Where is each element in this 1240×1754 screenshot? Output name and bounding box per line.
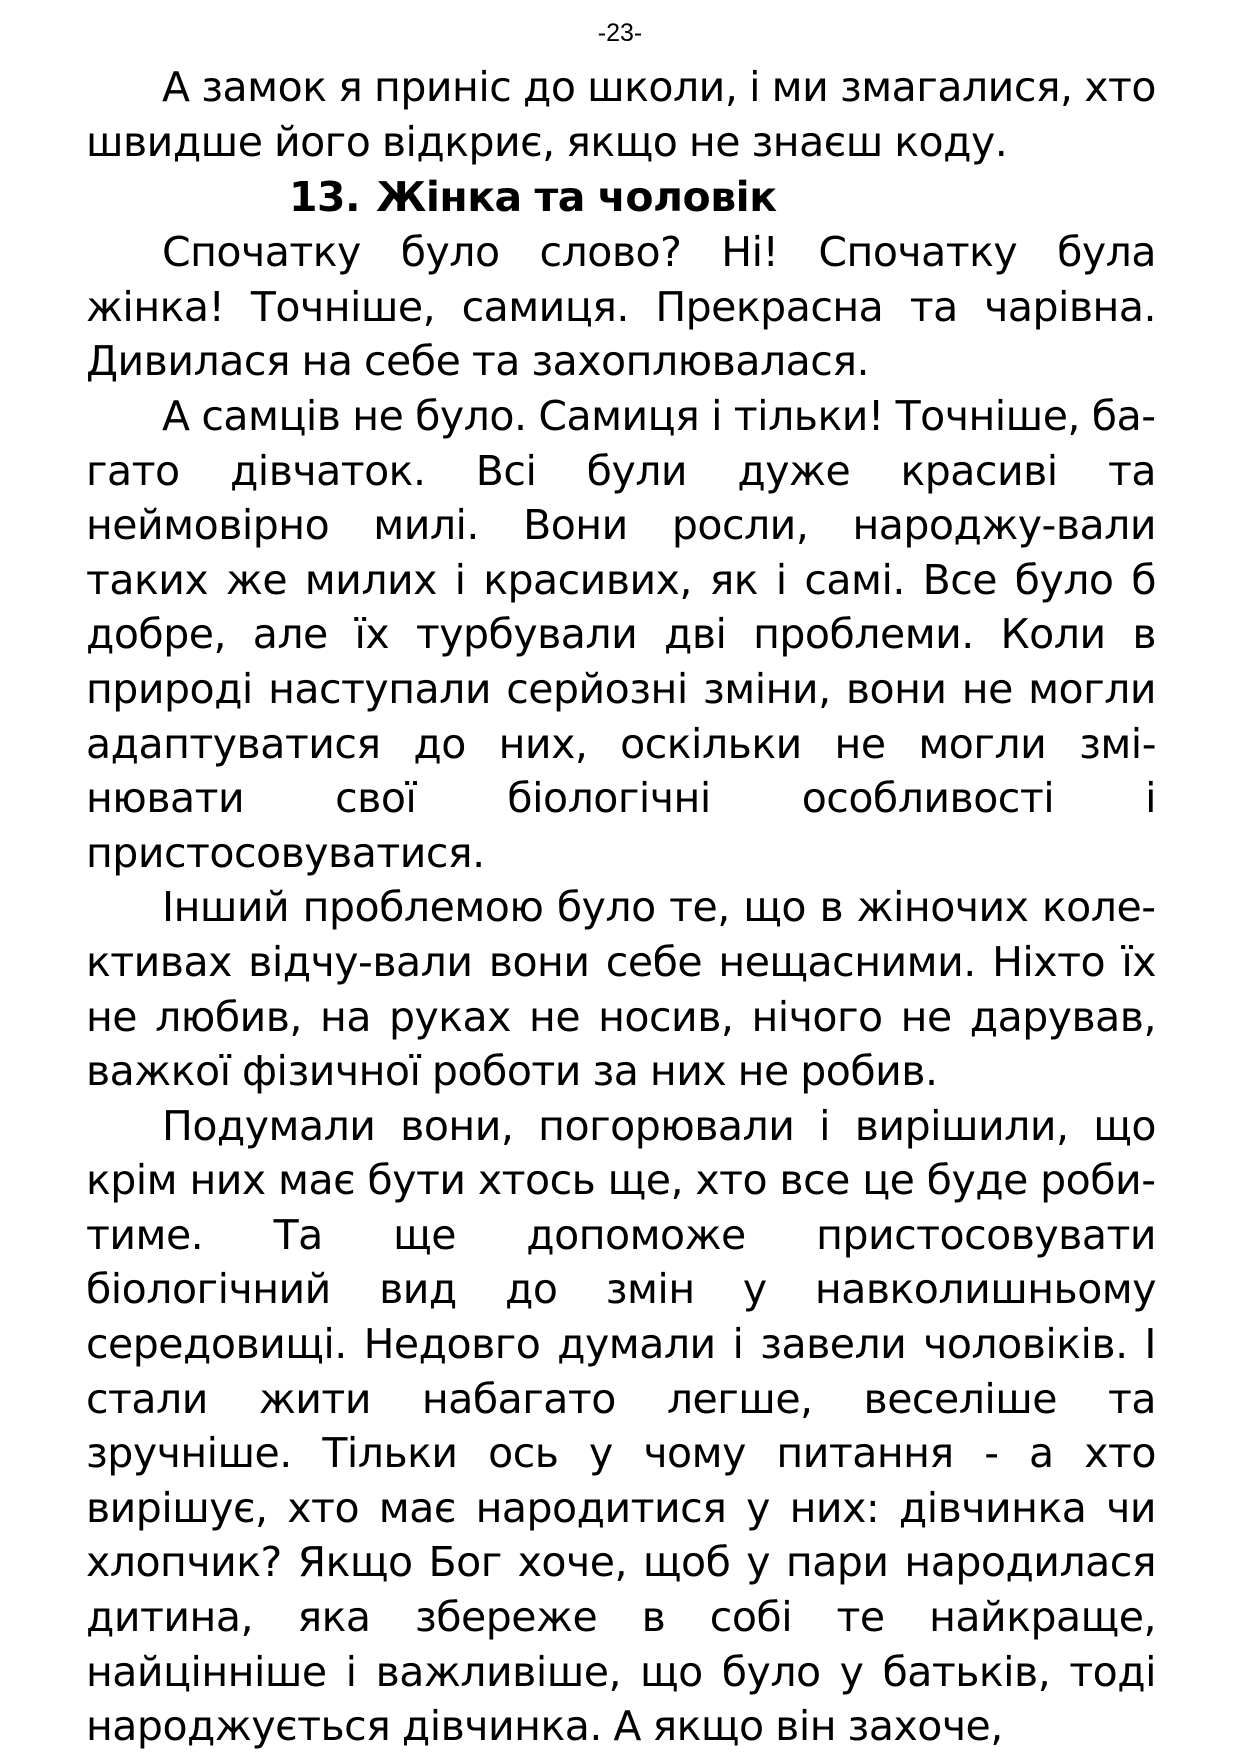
paragraph-4: Подумали вони, погорювали і вирішили, що крім них має бути хтось ще, хто все це буде робитиме. Та ще допоможе пристосовувати біологічний вид до змін у навколишньому середовищі. Недовго думали і завели чоловіків. І стали жити набагато легше, веселіше та зручніше. Тільки ось у чому питання - а хто вирішує, хто має народитися у них: дівчинка чи хлопчик? Якщо Бог хоче, щоб у пари народилася дитина, яка збереже в собі те найкраще, найцінніше і важливіше, що було у батьків, тоді народжується дівчинка. А якщо він захоче, [86,1101,1156,1751]
section-title: Жінка та чоловік [376,173,777,222]
page-body [86,60,1156,1754]
page-number: -23- [597,19,643,47]
section-heading [86,169,1156,225]
paragraph-2: А самців не було. Самиця і тільки! Точніше, багато дівчаток. Всі були дуже красиві та неймовірно милі. Вони росли, народжу-вали таких же милих і красивих, як і самі. Все було б добре, але їх турбували дві проблеми. Коли в природі наступали серйозні зміни, вони не могли адаптуватися до них, оскільки не могли змі-нювати свої біологічні особливості і пристосовуватися. [86,391,1156,877]
paragraph-1: Спочатку було слово? Ні! Спочатку була жінка! Точніше, самиця. Прекрасна та чарівна. Дивилася на себе та захоплювалася. [86,228,1156,386]
section-number: 13. [289,173,361,222]
paragraph-3: Інший проблемою було те, що в жіночих колективах відчу-вали вони себе нещасними. Ніхто їх не любив, на руках не носив, нічого не дарував, важкої фізичної роботи за них не робив. [86,883,1156,1096]
intro-paragraph: А замок я приніс до школи, і ми змагалися, хто швидше його відкриє, якщо не знаєш коду. [86,63,1156,166]
